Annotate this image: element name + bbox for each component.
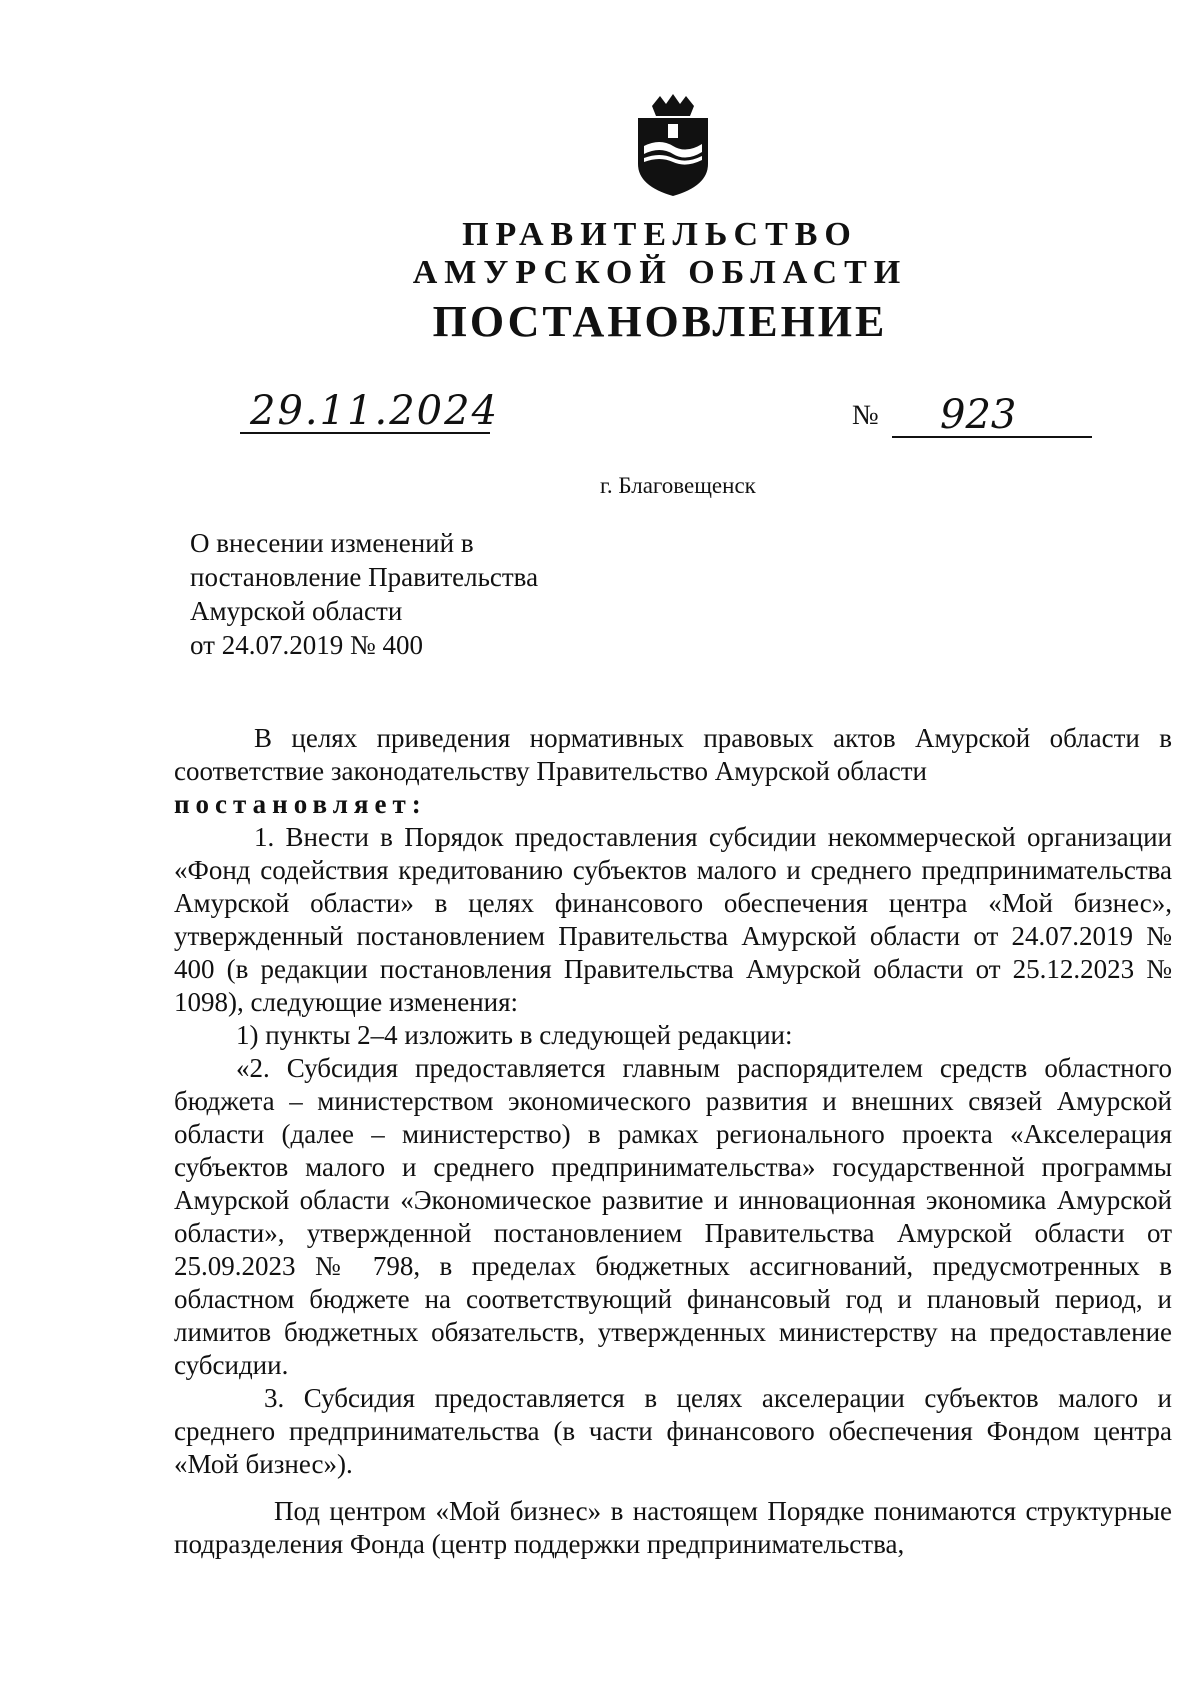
- resolve-word: постановляет:: [174, 789, 427, 819]
- body-paragraph: «2. Субсидия предоставляется главным распорядителем средств областного бюджета – министерством экономического развития и внешних связей Амурской области (далее – министерство) в рамках регионального проекта «Акселерация субъектов малого и среднего предпринимательства» государственной программы Амурской области «Экономическое развитие и инновационная экономика Амурской области», утвержденной постановлением Правительства Амурской области от 25.09.2023 № 798, в пределах бюджетных ассигнований, предусмотренных в областном бюджете на соответствующий финансовый год и плановый период, и лимитов бюджетных обязательств, утвержденных министерству на предоставление субсидии.: [174, 1053, 1172, 1380]
- subject-line: Амурской области: [190, 596, 403, 626]
- handwritten-number: 923: [940, 392, 1017, 438]
- body-paragraph: 1) пункты 2–4 изложить в следующей редакции:: [236, 1020, 793, 1050]
- number-label: №: [852, 400, 879, 431]
- subject-line: О внесении изменений в: [190, 528, 474, 558]
- subject-line: постановление Правительства: [190, 562, 539, 592]
- subject-line: от 24.07.2019 № 400: [190, 630, 423, 660]
- document-type-title: ПОСТАНОВЛЕНИЕ: [432, 297, 888, 346]
- subject-block: [190, 526, 538, 662]
- body-paragraph: 1. Внести в Порядок предоставления субсидии некоммерческой организации «Фонд содействия кредитованию субъектов малого и среднего предпринимательства Амурской области» в целях финансового обеспечения центра «Мой бизнес», утвержденный постановлением Правительства Амурской области от 24.07.2019 № 400 (в редакции постановления Правительства Амурской области от 25.12.2023 № 1098), следующие изменения:: [174, 822, 1172, 1017]
- government-title-line2: АМУРСКОЙ ОБЛАСТИ: [412, 254, 908, 291]
- government-title-line1: ПРАВИТЕЛЬСТВО: [462, 216, 858, 253]
- date-underline: [240, 432, 490, 434]
- body-paragraph: В целях приведения нормативных правовых актов Амурской области в соответствие законодательству Правительство Амурской области: [174, 723, 1172, 786]
- number-underline: [892, 436, 1092, 438]
- body-paragraph: Под центром «Мой бизнес» в настоящем Порядке понимаются структурные подразделения Фонда (центр поддержки предпринимательства,: [174, 1496, 1172, 1559]
- city: г. Благовещенск: [600, 473, 756, 498]
- body-paragraph: 3. Субсидия предоставляется в целях акселерации субъектов малого и среднего предпринимательства (в части финансового обеспечения Фондом центра «Мой бизнес»).: [174, 1383, 1172, 1479]
- document-body: [174, 722, 1172, 1561]
- handwritten-date: 29.11.2024: [250, 388, 500, 434]
- coat-of-arms-icon: [630, 92, 716, 198]
